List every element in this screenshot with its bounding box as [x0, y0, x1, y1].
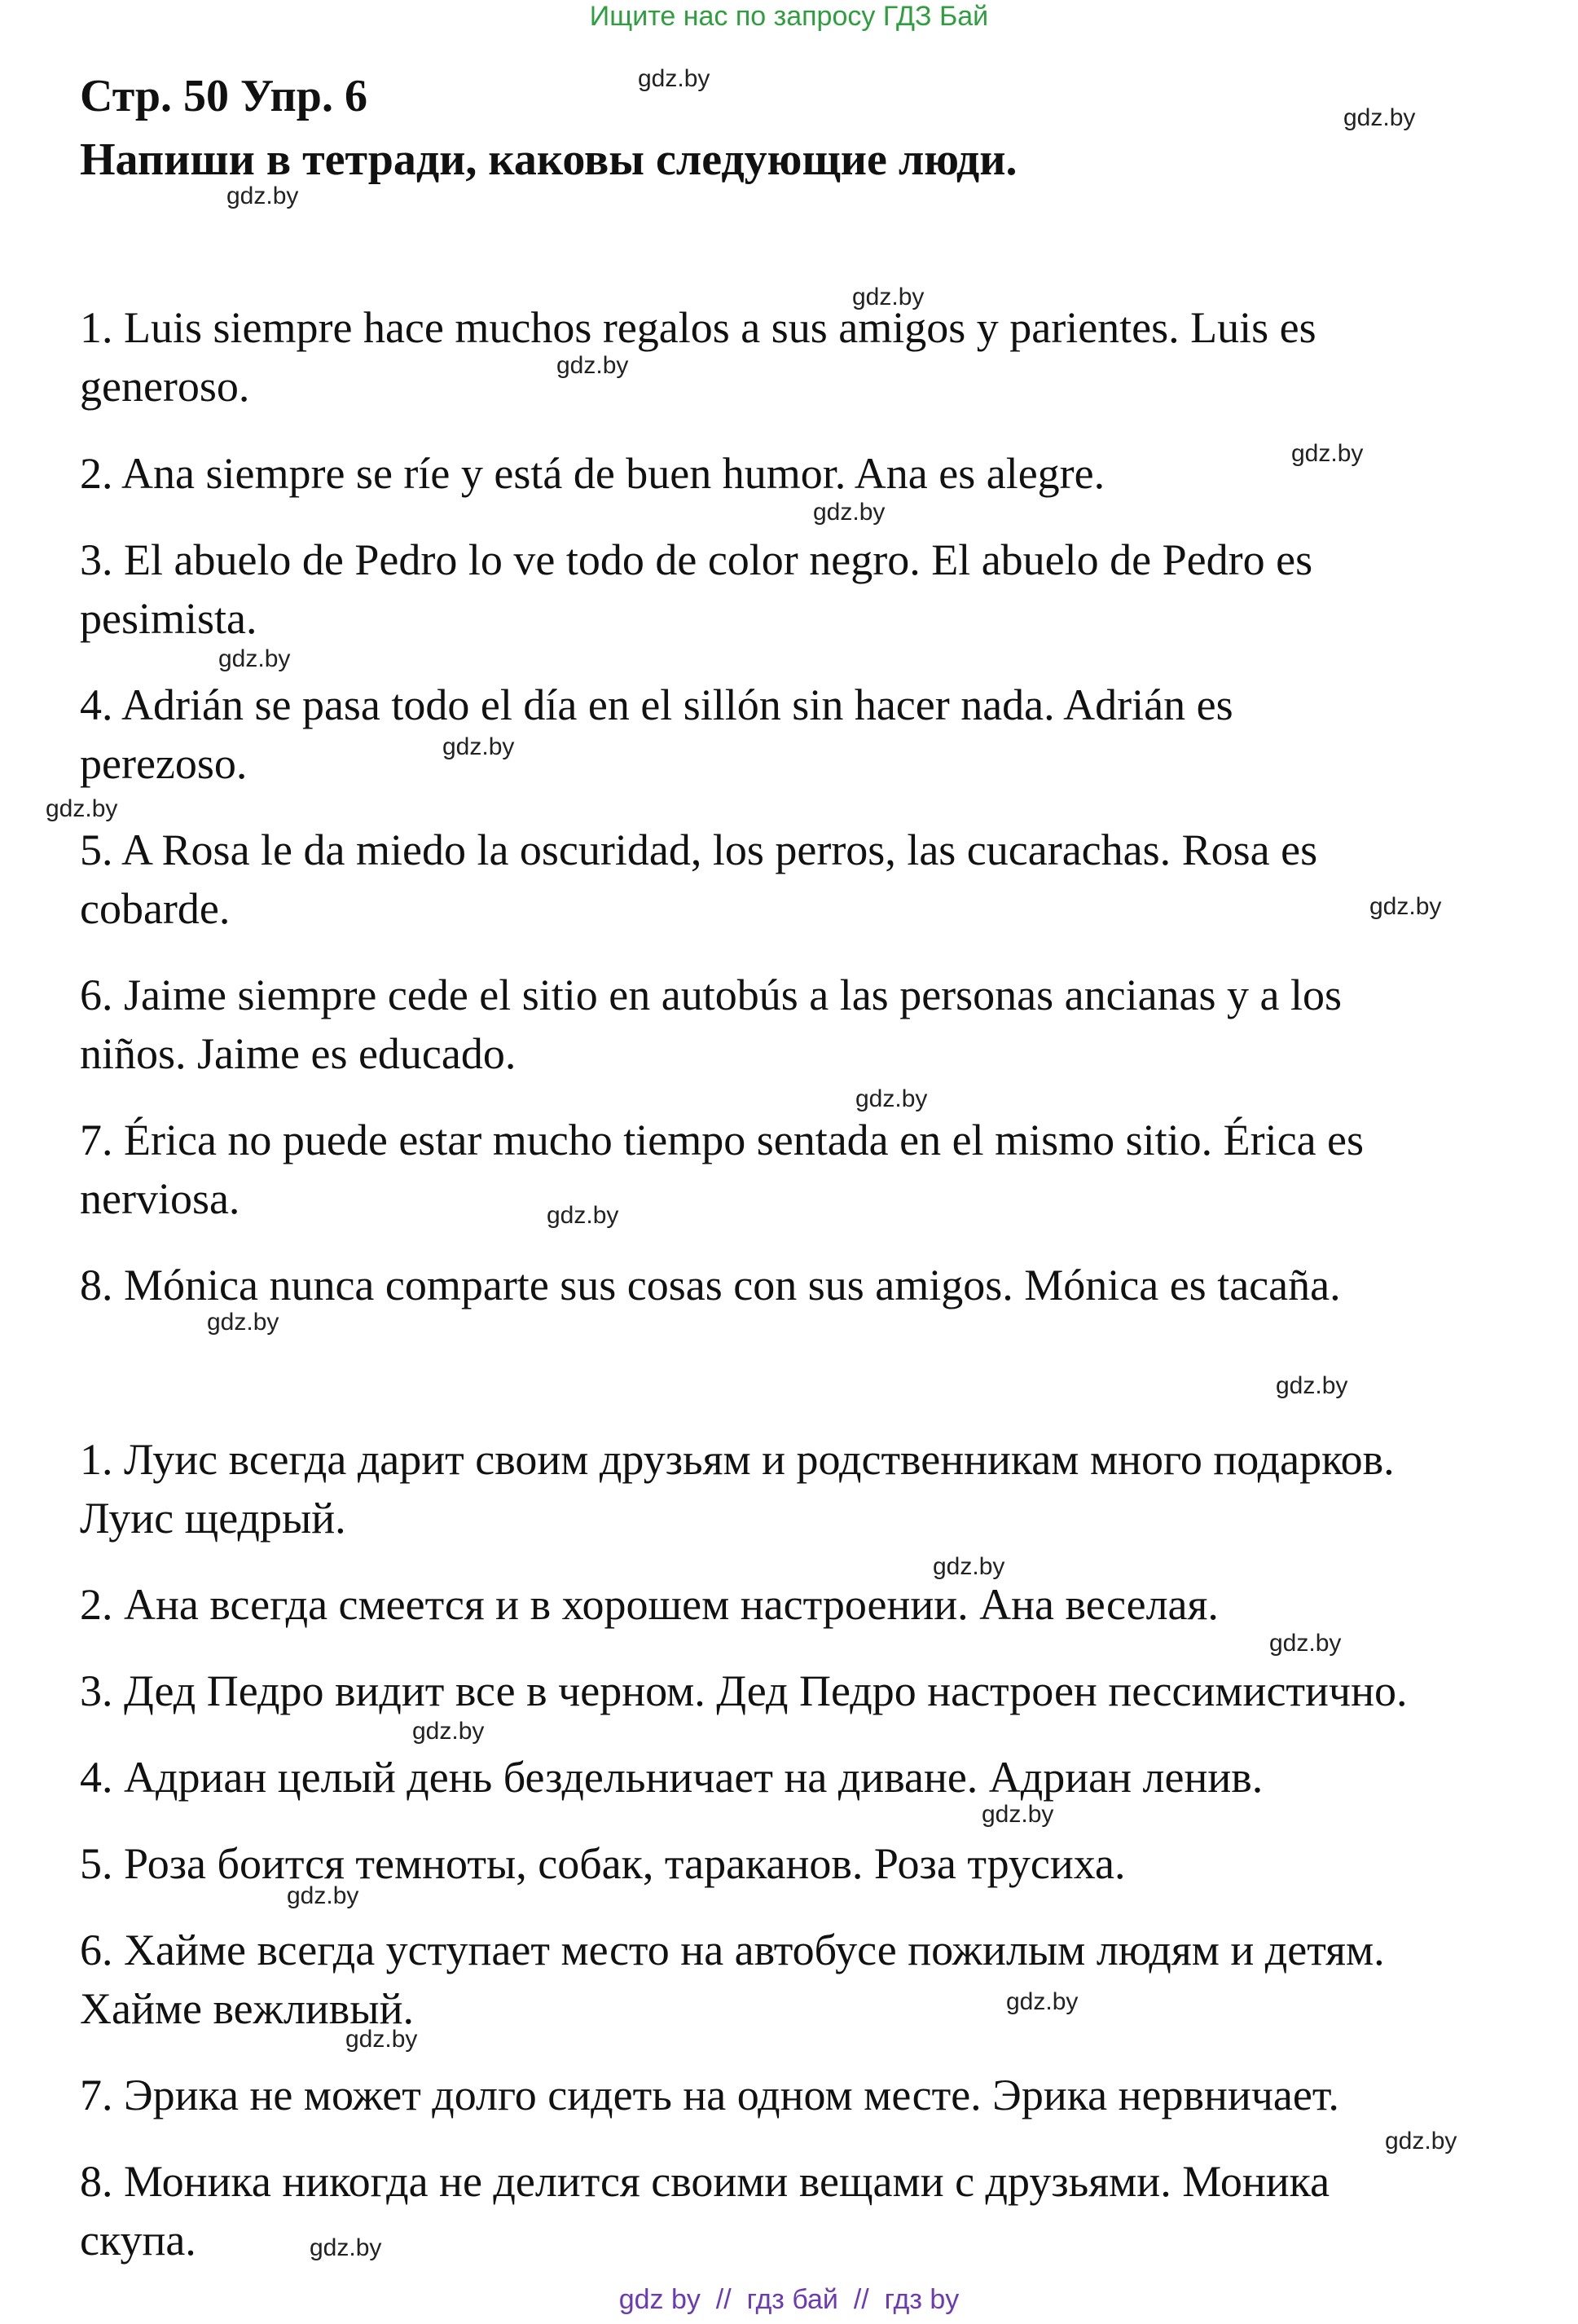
ru-item-6-line-2: Хайме вежливый.	[80, 1984, 414, 2033]
watermark: gdz.by	[1006, 1988, 1079, 2015]
es-item-5-line-1: 5. A Rosa le da miedo la oscuridad, los perros, las cucarachas. Rosa es	[80, 825, 1318, 874]
ru-item-1-line-2: Луис щедрый.	[80, 1494, 346, 1543]
es-item-3-line-1: 3. El abuelo de Pedro lo ve todo de color negro. El abuelo de Pedro es	[80, 535, 1313, 584]
page-title: Стр. 50 Упр. 6	[80, 71, 367, 121]
ru-item-6-line-1: 6. Хайме всегда уступает место на автобусе пожилым людям и детям.	[80, 1926, 1385, 1974]
ru-item-5-line-1: 5. Роза боится темноты, собак, тараканов. Роза трусиха.	[80, 1839, 1126, 1888]
ru-item-7-line-1: 7. Эрика не может долго сидеть на одном месте. Эрика нервничает.	[80, 2071, 1339, 2119]
es-item-8-line-1: 8. Mónica nunca comparte sus cosas con sus amigos. Mónica es tacaña.	[80, 1261, 1341, 1309]
watermark: gdz.by	[547, 1202, 619, 1229]
es-item-7-line-2: nerviosa.	[80, 1174, 240, 1223]
watermark: gdz.by	[345, 2026, 418, 2053]
es-item-6-line-1: 6. Jaime siempre cede el sitio en autobús a las personas ancianas y a los	[80, 971, 1343, 1019]
watermark: gdz.by	[412, 1718, 485, 1745]
watermark: gdz.by	[1385, 2128, 1457, 2155]
ru-item-2-line-1: 2. Ана всегда смеется и в хорошем настроении. Ана веселая.	[80, 1580, 1219, 1629]
search-banner[interactable]: Ищите нас по запросу ГДЗ Бай	[589, 1, 989, 32]
watermark: gdz.by	[442, 733, 515, 760]
es-item-1-line-2: generoso.	[80, 362, 250, 411]
watermark: gdz.by	[1276, 1372, 1348, 1399]
es-item-7-line-1: 7. Érica no puede estar mucho tiempo sentada en el mismo sitio. Érica es	[80, 1116, 1365, 1164]
ru-item-3-line-1: 3. Дед Педро видит все в черном. Дед Педро настроен пессимистично.	[80, 1666, 1408, 1715]
ru-item-4-line-1: 4. Адриан целый день бездельничает на диване. Адриан ленив.	[80, 1753, 1264, 1802]
watermark: gdz.by	[852, 284, 925, 310]
watermark: gdz.by	[1269, 1630, 1342, 1657]
ru-item-8-line-2: скупа.	[80, 2216, 196, 2265]
watermark: gdz.by	[982, 1801, 1054, 1828]
footer-links[interactable]: gdz by // гдз бай // гдз by	[618, 2284, 960, 2315]
es-item-4-line-2: perezoso.	[80, 739, 248, 788]
watermark: gdz.by	[813, 499, 886, 526]
watermark: gdz.by	[556, 352, 629, 379]
watermark: gdz.by	[310, 2234, 382, 2261]
watermark: gdz.by	[1291, 440, 1364, 467]
watermark: gdz.by	[218, 645, 291, 672]
watermark: gdz.by	[1369, 893, 1442, 920]
es-item-6-line-2: niños. Jaime es educado.	[80, 1029, 516, 1078]
watermark: gdz.by	[207, 1309, 279, 1336]
watermark: gdz.by	[226, 183, 299, 209]
watermark: gdz.by	[1343, 104, 1416, 131]
watermark: gdz.by	[638, 65, 710, 92]
es-item-2-line-1: 2. Ana siempre se ríe y está de buen humor. Ana es alegre.	[80, 449, 1105, 498]
watermark: gdz.by	[287, 1882, 359, 1909]
es-item-1-line-1: 1. Luis siempre hace muchos regalos a sus amigos y parientes. Luis es	[80, 303, 1316, 352]
task-heading: Напиши в тетради, каковы следующие люди.	[80, 134, 1018, 185]
es-item-4-line-1: 4. Adrián se pasa todo el día en el sillón sin hacer nada. Adrián es	[80, 680, 1233, 729]
es-item-3-line-2: pesimista.	[80, 594, 257, 643]
watermark: gdz.by	[46, 795, 118, 822]
ru-item-1-line-1: 1. Луис всегда дарит своим друзьям и родственникам много подарков.	[80, 1435, 1395, 1484]
ru-item-8-line-1: 8. Моника никогда не делится своими вещами с друзьями. Моника	[80, 2157, 1330, 2206]
watermark: gdz.by	[855, 1085, 928, 1112]
watermark: gdz.by	[933, 1553, 1005, 1580]
es-item-5-line-2: cobarde.	[80, 884, 231, 933]
